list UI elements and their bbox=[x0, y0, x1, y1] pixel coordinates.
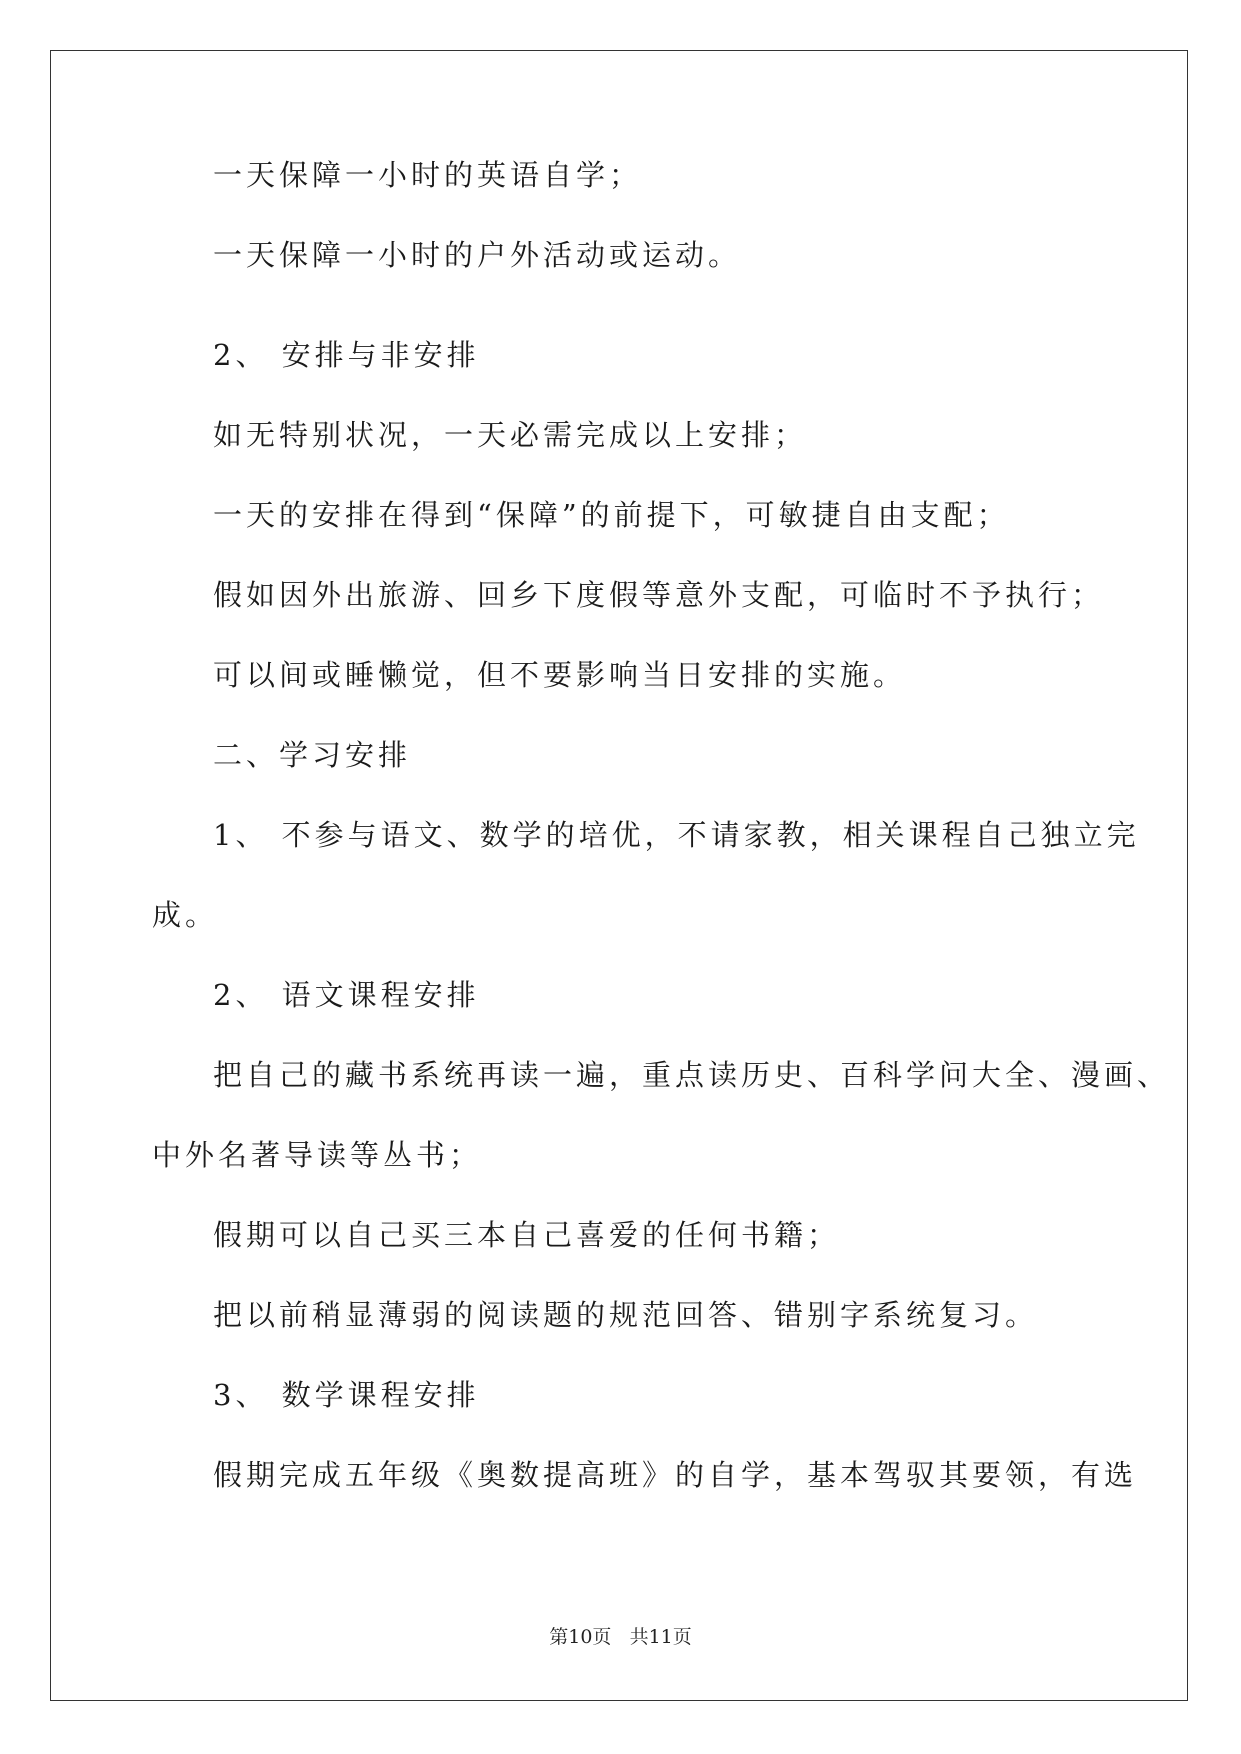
section-heading: 2、 语文课程安排 bbox=[213, 978, 480, 1012]
paragraph-line: 中外名著导读等丛书； bbox=[152, 1138, 483, 1172]
section-heading: 3、 数学课程安排 bbox=[213, 1378, 480, 1412]
page-number: 第10页 bbox=[549, 1626, 612, 1648]
page-footer bbox=[0, 1623, 1241, 1651]
paragraph-line: 把以前稍显薄弱的阅读题的规范回答、错别字系统复习。 bbox=[213, 1298, 1039, 1332]
section-heading: 2、 安排与非安排 bbox=[213, 338, 480, 372]
paragraph-line: 一天保障一小时的英语自学； bbox=[213, 158, 643, 192]
paragraph-line: 1、 不参与语文、数学的培优，不请家教，相关课程自己独立完 bbox=[213, 818, 1140, 852]
paragraph-line: 把自己的藏书系统再读一遍，重点读历史、百科学问大全、漫画、 bbox=[213, 1058, 1171, 1092]
paragraph-line: 如无特别状况，一天必需完成以上安排； bbox=[213, 418, 808, 452]
paragraph-line: 一天保障一小时的户外活动或运动。 bbox=[213, 238, 742, 272]
section-heading: 二、学习安排 bbox=[213, 738, 412, 772]
paragraph-line: 一天的安排在得到“保障”的前提下，可敏捷自由支配； bbox=[213, 498, 1010, 532]
paragraph-line: 假期完成五年级《奥数提高班》的自学，基本驾驭其要领，有选 bbox=[213, 1458, 1138, 1492]
paragraph-line: 假期可以自己买三本自己喜爱的任何书籍； bbox=[213, 1218, 841, 1252]
page-border bbox=[50, 50, 1188, 1701]
paragraph-line: 成。 bbox=[152, 898, 219, 932]
paragraph-line: 可以间或睡懒觉，但不要影响当日安排的实施。 bbox=[213, 658, 907, 692]
page-total: 共11页 bbox=[629, 1626, 692, 1648]
paragraph-line: 假如因外出旅游、回乡下度假等意外支配，可临时不予执行； bbox=[213, 578, 1105, 612]
